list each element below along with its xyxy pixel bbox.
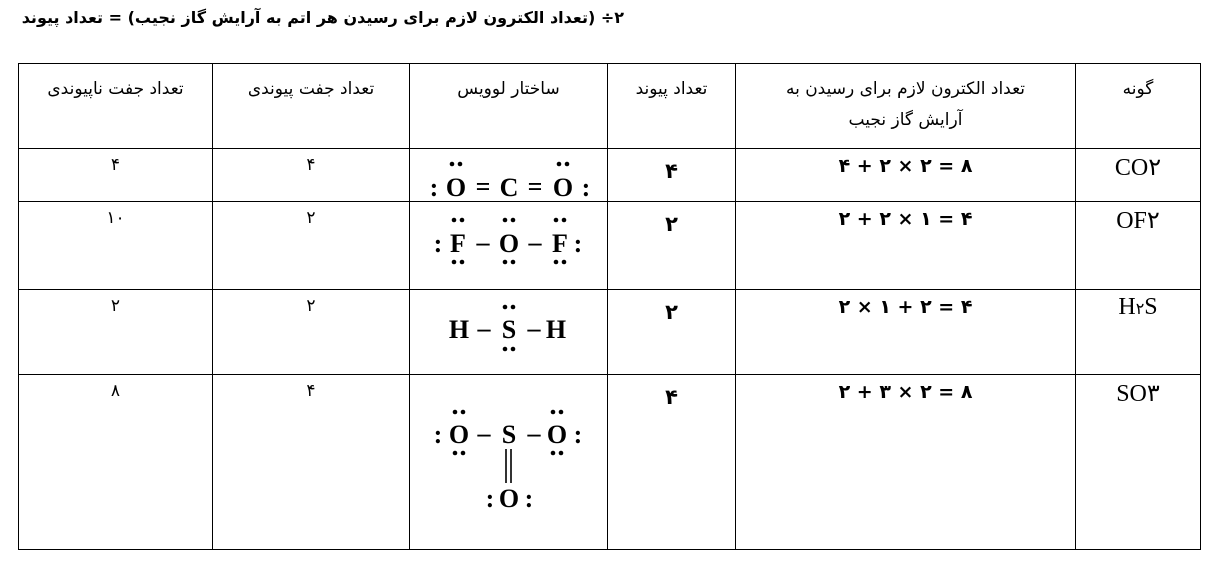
svg-text:–: –	[477, 314, 491, 343]
svg-text::: :	[433, 229, 443, 258]
bonding-pairs-cell: ۲	[213, 202, 410, 290]
svg-text:H: H	[545, 315, 567, 344]
bond-count-cell: ۴	[608, 375, 736, 550]
svg-text::: :	[524, 484, 534, 513]
nonbonding-pairs-cell: ۴	[19, 149, 213, 202]
svg-text:–: –	[527, 419, 541, 448]
svg-text:O: O	[498, 229, 520, 258]
table-row	[19, 375, 1201, 550]
nonbonding-pairs-cell: ۲	[19, 290, 213, 375]
lewis-structure-co2	[410, 149, 607, 202]
bond-count-cell: ۲	[608, 202, 736, 290]
lewis-structure-of2	[410, 202, 607, 290]
svg-text:O: O	[445, 173, 467, 202]
svg-text::: :	[573, 229, 583, 258]
svg-text:F: F	[552, 229, 568, 258]
svg-text:O: O	[448, 420, 470, 449]
bonding-pairs-cell: ۴	[213, 149, 410, 202]
table-row	[19, 149, 1201, 202]
svg-text:S: S	[501, 420, 517, 449]
svg-text:=: =	[527, 172, 543, 201]
header-row	[19, 64, 1201, 149]
svg-text:H: H	[448, 315, 470, 344]
table-row	[19, 202, 1201, 290]
chemistry-table	[18, 63, 1201, 550]
svg-text::: :	[485, 484, 495, 513]
lewis-structure-cell	[410, 375, 608, 550]
svg-text:S: S	[501, 315, 517, 344]
lewis-structure-cell	[410, 202, 608, 290]
svg-text:=: =	[475, 172, 491, 201]
header-species: گونه	[1076, 64, 1201, 149]
bond-count-cell: ۲	[608, 290, 736, 375]
nonbonding-pairs-cell: ۱۰	[19, 202, 213, 290]
header-lewis-structure: ساختار لوویس	[410, 64, 608, 149]
electrons-needed-cell: ۴ + ۲ × ۲ = ۸	[736, 149, 1076, 202]
svg-text:C: C	[499, 173, 519, 202]
svg-text:O: O	[552, 173, 574, 202]
bonding-pairs-cell: ۴	[213, 375, 410, 550]
header-electrons-needed: تعداد الکترون لازم برای رسیدن به آرایش گاز نجیب	[736, 64, 1076, 149]
lewis-structure-cell	[410, 149, 608, 202]
table-row	[19, 290, 1201, 375]
lewis-structure-cell	[410, 290, 608, 375]
svg-text::: :	[429, 173, 439, 202]
header-bond-count: تعداد پیوند	[608, 64, 736, 149]
svg-text::: :	[433, 420, 443, 449]
electrons-needed-cell: ۲ × ۱ + ۲ = ۴	[736, 290, 1076, 375]
header-bonding-pairs: تعداد جفت پیوندی	[213, 64, 410, 149]
svg-text:O: O	[498, 484, 520, 513]
svg-text::: :	[581, 173, 591, 202]
bonding-pairs-cell: ۲	[213, 290, 410, 375]
svg-text:–: –	[476, 228, 490, 257]
svg-text:O: O	[546, 420, 568, 449]
species-cell: H۲S	[1076, 290, 1201, 375]
bond-count-formula: ۲÷ (تعداد الکترون لازم برای رسیدن هر اتم به آرایش گاز نجیب) = تعداد پیوند	[21, 8, 624, 27]
species-cell: OF۲	[1076, 202, 1201, 290]
electrons-needed-cell: ۲ + ۲ × ۱ = ۴	[736, 202, 1076, 290]
lewis-structure-so3	[410, 375, 607, 550]
svg-text:–: –	[528, 228, 542, 257]
bond-count-cell: ۴	[608, 149, 736, 202]
svg-text:F: F	[450, 229, 466, 258]
species-cell: CO۲	[1076, 149, 1201, 202]
species-cell: SO۳	[1076, 375, 1201, 550]
svg-text:–: –	[527, 314, 541, 343]
electrons-needed-cell: ۲ + ۳ × ۲ = ۸	[736, 375, 1076, 550]
header-nonbonding-pairs: تعداد جفت ناپیوندی	[19, 64, 213, 149]
lewis-structure-h2s	[410, 290, 607, 375]
svg-text::: :	[573, 420, 583, 449]
nonbonding-pairs-cell: ۸	[19, 375, 213, 550]
svg-text:–: –	[477, 419, 491, 448]
